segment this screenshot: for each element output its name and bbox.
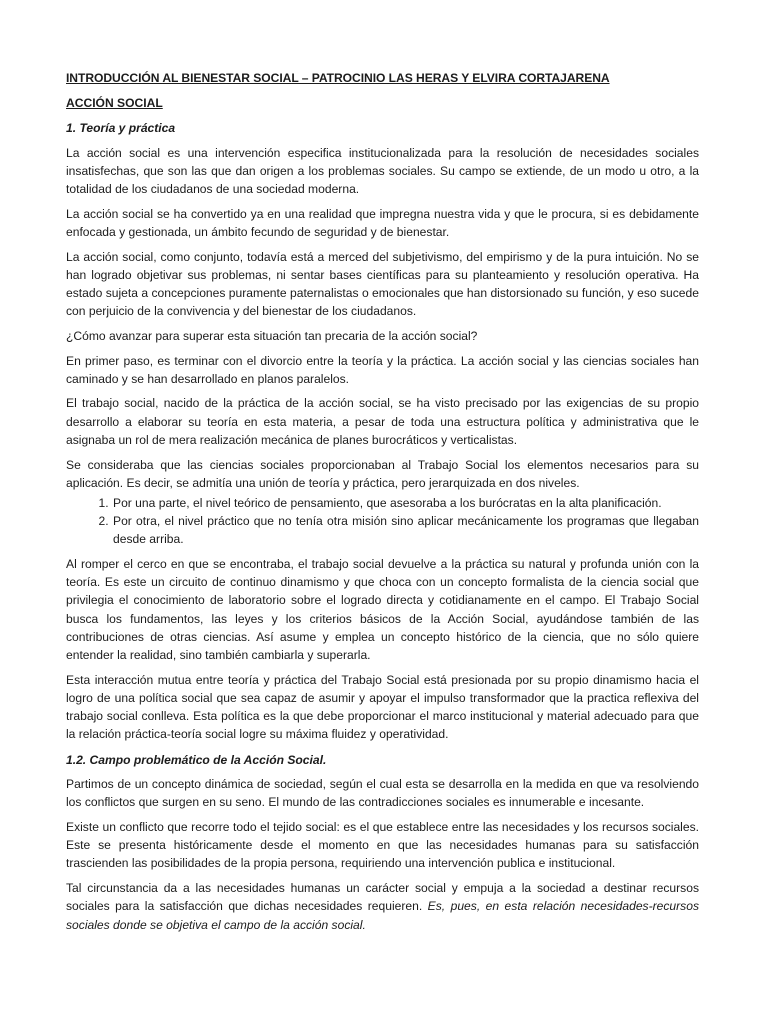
paragraph: [66, 879, 699, 934]
paragraph: Se consideraba que las ciencias sociales proporcionaban al Trabajo Social los elementos necesarios para su aplicación. Es decir, se admitía una unión de teoría y práctica, pero jerarquizada en dos niveles.: [66, 457, 699, 490]
section-heading: ACCIÓN SOCIAL: [66, 96, 163, 110]
paragraph-italic-text: Es, pues, en esta relación necesidades-recursos sociales donde se objetiva el campo de la acción social.: [66, 899, 699, 932]
list-item: 2. Por otra, el nivel práctico que no tenía otra misión sino aplicar mecánicamente los programas que llegaban desde arriba.: [112, 512, 699, 548]
paragraph: La acción social, como conjunto, todavía está a merced del subjetivismo, del empirismo y de la pura intuición. No se han logrado objetivar sus problemas, ni sentar bases científicas para su planteamiento y resolución operativa. Ha estado sujeta a concepciones puramente paternalistas o emocionales que han distorsionado su función, y eso sucede con perjuicio de la convivencia y del bienestar de los ciudadanos.: [66, 249, 699, 319]
paragraph: La acción social es una intervención especifica institucionalizada para la resolución de necesidades sociales insatisfechas, que son las que dan origen a los problemas sociales. Su campo se extiende, de un modo u otro, a la totalidad de los ciudadanos de una sociedad moderna.: [66, 145, 699, 196]
paragraph: Al romper el cerco en que se encontraba, el trabajo social devuelve a la práctica su natural y profunda unión con la teoría. Es este un circuito de continuo dinamismo y que choca con un concepto formalista de la ciencia social que privilegia el conocimiento de laboratorio sobre el logrado directa y cotidianamente en el campo. El Trabajo Social busca los fundamentos, las leyes y los criterios básicos de la Acción Social, ayudándose también de las contribuciones de otras ciencias. Así asume y emplea un concepto histórico de la ciencia, que no sólo quiere entender la realidad, sino también cambiarla y superarla.: [66, 557, 699, 663]
paragraph: En primer paso, es terminar con el divorcio entre la teoría y la práctica. La acción social y las ciencias sociales han caminado y se han desarrollado en planos paralelos.: [66, 353, 699, 386]
subheading-campo-problematico: 1.2. Campo problemático de la Acción Social.: [66, 752, 327, 767]
paragraph: Partimos de un concepto dinámica de sociedad, según el cual esta se desarrolla en la medida en que va resolviendo los conflictos que surgen en su seno. El mundo de las contradicciones sociales es innumerable e incesante.: [66, 777, 699, 810]
paragraph: ¿Cómo avanzar para superar esta situación tan precaria de la acción social?: [66, 328, 478, 343]
document-title: INTRODUCCIÓN AL BIENESTAR SOCIAL – PATROCINIO LAS HERAS Y ELVIRA CORTAJARENA: [66, 71, 610, 85]
paragraph: Existe un conflicto que recorre todo el tejido social: es el que establece entre las necesidades y los recursos sociales. Este se presenta históricamente desde el momento en que las necesidades humanas para su satisfacción trascienden las posibilidades de la propia persona, requiriendo una intervención publica e institucional.: [66, 820, 699, 871]
paragraph: La acción social se ha convertido ya en una realidad que impregna nuestra vida y que le procura, si es debidamente enfocada y gestionada, un ámbito fecundo de seguridad y de bienestar.: [66, 206, 699, 239]
subheading-teoria-practica: 1. Teoría y práctica: [66, 121, 176, 135]
numbered-list: [66, 494, 699, 549]
paragraph: Esta interacción mutua entre teoría y práctica del Trabajo Social está presionada por su propio dinamismo hacia el logro de una política social que sea capaz de asumir y apoyar el impulso transformador que la practica reflexiva del trabajo social conlleva. Esta política es la que debe proporcionar el marco institucional y material adecuado para que la relación práctica-teoría social logre su máxima fluidez y operatividad.: [66, 672, 699, 742]
list-item: 1. Por una parte, el nivel teórico de pensamiento, que asesoraba a los burócratas en la alta planificación.: [112, 494, 699, 512]
paragraph-text: Tal circunstancia da a las necesidades humanas un carácter social y empuja a la sociedad a destinar recursos sociales para la satisfacción que dichas necesidades requieren.: [66, 881, 699, 914]
paragraph: El trabajo social, nacido de la práctica de la acción social, se ha visto precisado por las exigencias de su propio desarrollo a elaborar su teoría en esta materia, a pesar de toda una estructura política y administrativa que le asignaba un rol de mera realización mecánica de planes burocráticos y verticalistas.: [66, 396, 699, 447]
